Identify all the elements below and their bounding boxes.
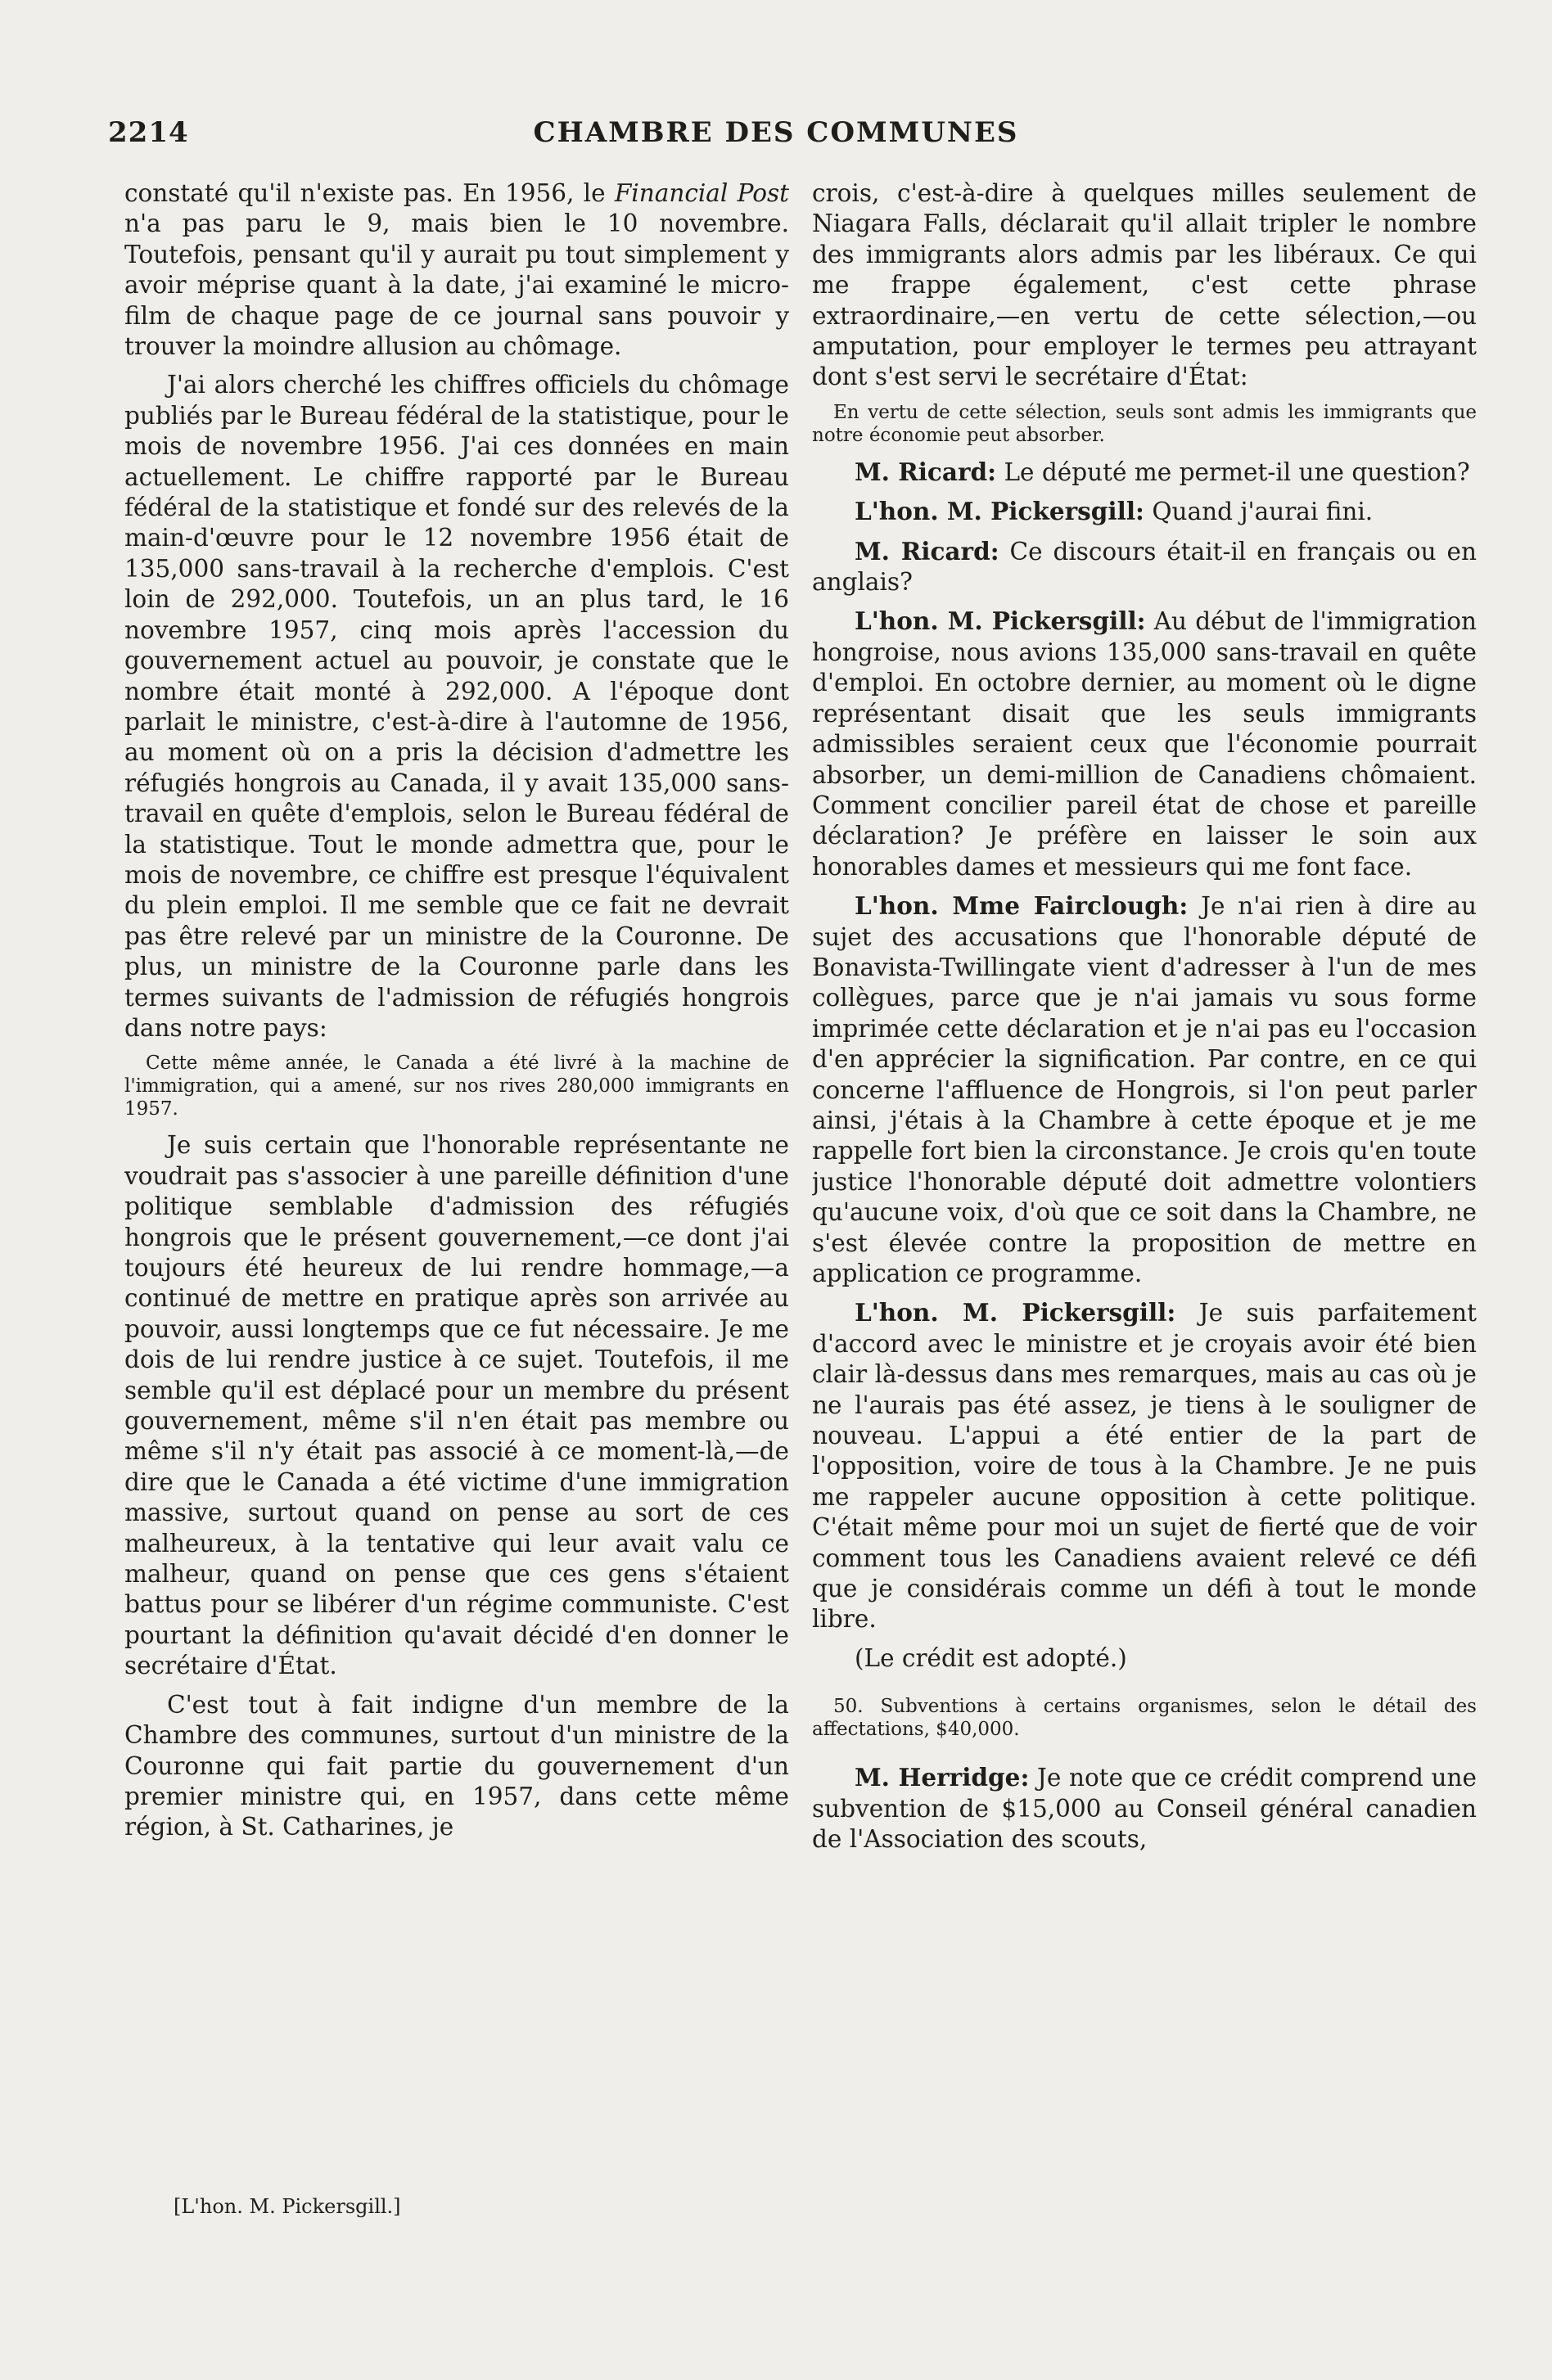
text-run: n'a pas paru le 9, mais bien le 10 novembre. Toutefois, pensant qu'il y aurait pu tout simplement y avoir méprise quant à la date, j'ai examiné le micro-film de chaque page de ce journal sans pouvoir y trouver la moindre allusion au chômage. — [124, 210, 789, 361]
paragraph: Je suis certain que l'honorable représentante ne voudrait pas s'associer à une pareille définition d'une politique semblable d'admission des réfugiés hongrois que le présent gouvernement,—ce dont j'ai toujours été heureux de lui rendre hommage,—a continué de mettre en pratique après son arrivée au pouvoir, aussi longtemps que ce fut nécessaire. Je me dois de lui rendre justice à ce sujet. Toutefois, il me semble qu'il est déplacé pour un membre du présent gouvernement, même s'il n'en était pas membre ou même s'il n'y était pas associé à ce moment-là,—de dire que le Canada a été victime d'une immigration massive, surtout quand on pense au sort de ces malheureux, à la tentative qui leur avait valu ce malheur, quand on pense que ces gens s'étaient battus pour se libérer d'un régime communiste. C'est pourtant la définition qu'avait décidé d'en donner le secrétaire d'État. — [124, 1131, 789, 1680]
speech — [812, 606, 1477, 882]
speech — [812, 890, 1477, 1289]
speech — [812, 536, 1477, 598]
speaker-name: L'hon. M. Pickersgill: — [855, 606, 1146, 636]
speaker-name: L'hon. M. Pickersgill: — [855, 1298, 1176, 1327]
paragraph: crois, c'est-à-dire à quelques milles seulement de Niagara Falls, déclarait qu'il allait tripler le nombre des immigrants alors admis par les libéraux. Ce qui me frappe également, c'est cette phrase extraordinaire,—en vertu de cette sélection,—ou amputation, pour employer le termes peu attrayant dont s'est servi le secrétaire d'État: — [812, 179, 1477, 391]
speech-text: Au début de l'immigration hongroise, nous avions 135,000 sans-travail en quête d'emploi. En octobre dernier, au moment où le digne représentant disait que les seuls immigrants admissibles seraient ceux que l'économie pourrait absorber, un demi-million de Canadiens chômaient. Comment concilier pareil état de chose et pareille déclaration? Je préfère en laisser le soin aux honorables dames et messieurs qui me font face. — [812, 607, 1477, 881]
estimate-item: 50. Subventions à certains organismes, selon le détail des affectations, $40,000. — [812, 1696, 1477, 1741]
speech — [812, 1297, 1477, 1634]
speaker-name: L'hon. M. Pickersgill: — [855, 497, 1144, 526]
speaker-footer-note: [L'hon. M. Pickersgill.] — [174, 2195, 401, 2218]
speech-text: Ce discours était-il en français ou en anglais? — [812, 537, 1477, 597]
speaker-name: M. Ricard: — [855, 457, 997, 486]
paragraph: C'est tout à fait indigne d'un membre de la Chambre des communes, surtout d'un ministre de la Couronne qui fait partie du gouvernement d'un premier ministre qui, en 1957, dans cette même région, à St. Catharines, je — [124, 1690, 789, 1841]
speech-text: Je note que ce crédit comprend une subvention de $15,000 au Conseil général canadien de l'Association des scouts, — [812, 1764, 1477, 1854]
running-title: CHAMBRE DES COMMUNES — [533, 116, 1019, 149]
quotation: En vertu de cette sélection, seuls sont admis les immigrants que notre économie peut absorber. — [812, 401, 1477, 446]
paragraph — [124, 178, 789, 362]
quotation: Cette même année, le Canada a été livré à la machine de l'immigration, qui a amené, sur nos rives 280,000 immigrants en 1957. — [124, 1053, 789, 1120]
speaker-name: M. Herridge: — [855, 1763, 1030, 1792]
speech-text: Le député me permet-il une question? — [996, 458, 1470, 486]
speech — [812, 457, 1477, 488]
text-run: constaté qu'il n'existe pas. En 1956, le — [124, 179, 615, 207]
speech — [812, 1762, 1477, 1855]
right-column — [812, 178, 1477, 2159]
paragraph: J'ai alors cherché les chiffres officiels du chômage publiés par le Bureau fédéral de la statistique, pour le mois de novembre 1956. J'ai ces données en main actuellement. Le chiffre rapporté par le Bureau fédéral de la statistique et fondé sur des relevés de la main-d'œuvre pour le 12 novembre 1956 était de 135,000 sans-travail à la recherche d'emplois. C'est loin de 292,000. Toutefois, un an plus tard, le 16 novembre 1957, cinq mois après l'accession du gouvernement actuel au pouvoir, je constate que le nombre était monté à 292,000. A l'époque dont parlait le ministre, c'est-à-dire à l'automne de 1956, au moment où on a pris la décision d'admettre les réfugiés hongrois au Canada, il y avait 135,000 sans-travail en quête d'emplois, selon le Bureau fédéral de la statistique. Tout le monde admettra que, pour le mois de novembre, ce chiffre est presque l'équivalent du plein emploi. Il me semble que ce fait ne devrait pas être relevé par un ministre de la Couronne. De plus, un ministre de la Couronne parle dans les termes suivants de l'admission de réfugiés hongrois dans notre pays: — [124, 371, 789, 1042]
vote-adopted: (Le crédit est adopté.) — [855, 1643, 1127, 1672]
speaker-name: M. Ricard: — [855, 536, 999, 566]
speech-text: Je n'ai rien à dire au sujet des accusations que l'honorable député de Bonavista-Twillingate vient d'adresser à l'un de mes collègues, parce que je n'ai jamais vu sous forme imprimée cette déclaration et je n'ai pas eu l'occasion d'en apprécier la signification. Par contre, en ce qui concerne l'affluence de Hongrois, si l'on peut parler ainsi, j'étais à la Chambre à cette époque et je me rappelle fort bien la circonstance. Je crois qu'en toute justice l'honorable député doit admettre volontiers qu'aucune voix, d'où que ce soit dans la Chambre, ne s'est élevée contre la proposition de mettre en application ce programme. — [812, 892, 1477, 1287]
speaker-name: L'hon. Mme Fairclough: — [855, 891, 1189, 921]
left-column — [124, 178, 789, 2159]
speech — [812, 496, 1477, 527]
publication-title: Financial Post — [614, 179, 789, 207]
speech-text: Quand j'aurai fini. — [1144, 498, 1374, 526]
speech-text: Je suis parfaitement d'accord avec le ministre et je croyais avoir été bien clair là-dessus dans mes remarques, mais au cas où je ne l'aurais pas été assez, je tiens à le souligner de nouveau. L'appui a été entier de la part de l'opposition, voire de tous à la Chambre. Je ne puis me rappeler aucune opposition à cette politique. C'était même pour moi un sujet de fierté que de voir comment tous les Canadiens avaient relevé ce défi que je considérais comme un défi à tout le monde libre. — [812, 1299, 1477, 1634]
page-number: 2214 — [108, 116, 189, 149]
